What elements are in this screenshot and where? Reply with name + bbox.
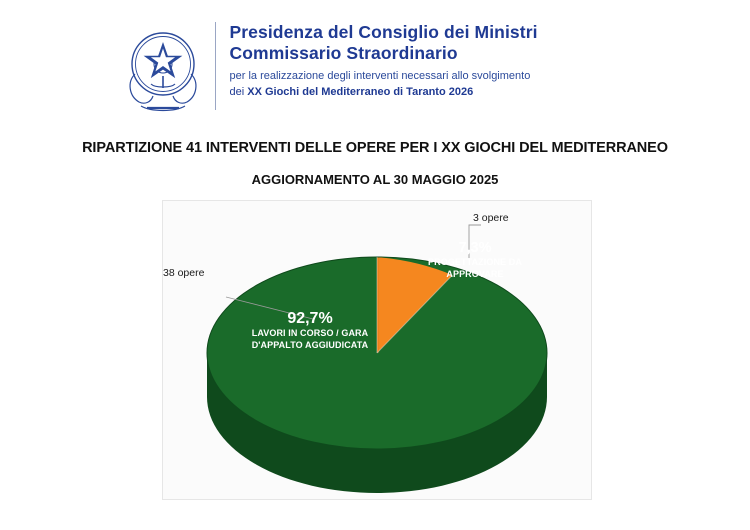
header-line-commissario: Commissario Straordinario	[229, 43, 458, 63]
chart-frame	[162, 200, 592, 500]
header-line-giochi-prefix: dei	[229, 86, 248, 98]
slice-name-orange-line1: PROGETTAZIONE DA	[428, 257, 522, 267]
slice-percent-green: 92,7%	[287, 310, 333, 327]
header-text-block	[230, 22, 630, 100]
header-line-giochi	[230, 85, 630, 100]
header-line-giochi-bold: XX Giochi del Mediterraneo di Taranto 2026	[247, 86, 474, 98]
header-divider	[215, 22, 216, 110]
slice-name-green-line2: D'APPALTO AGGIUDICATA	[251, 339, 369, 350]
outside-label-green: 38 opere	[163, 267, 205, 279]
page-subtitle: AGGIORNAMENTO AL 30 MAGGIO 2025	[251, 172, 499, 187]
outside-label-orange: 3 opere	[473, 212, 509, 224]
emblem-icon	[121, 22, 205, 114]
header-line-descrizione: per la realizzazione degli interventi necessari allo svolgimento	[229, 70, 531, 82]
slice-name-orange-line2: APPROVARE	[446, 268, 504, 279]
pie-chart	[163, 201, 591, 499]
header-line-presidenza: Presidenza del Consiglio dei Ministri	[229, 22, 538, 42]
institutional-header	[0, 22, 750, 120]
page-title: RIPARTIZIONE 41 INTERVENTI DELLE OPERE PER I XX GIOCHI DEL MEDITERRANEO	[82, 140, 668, 156]
slice-percent-orange: 7,3%	[458, 240, 492, 256]
slice-name-green-line1: LAVORI IN CORSO / GARA	[251, 328, 369, 338]
